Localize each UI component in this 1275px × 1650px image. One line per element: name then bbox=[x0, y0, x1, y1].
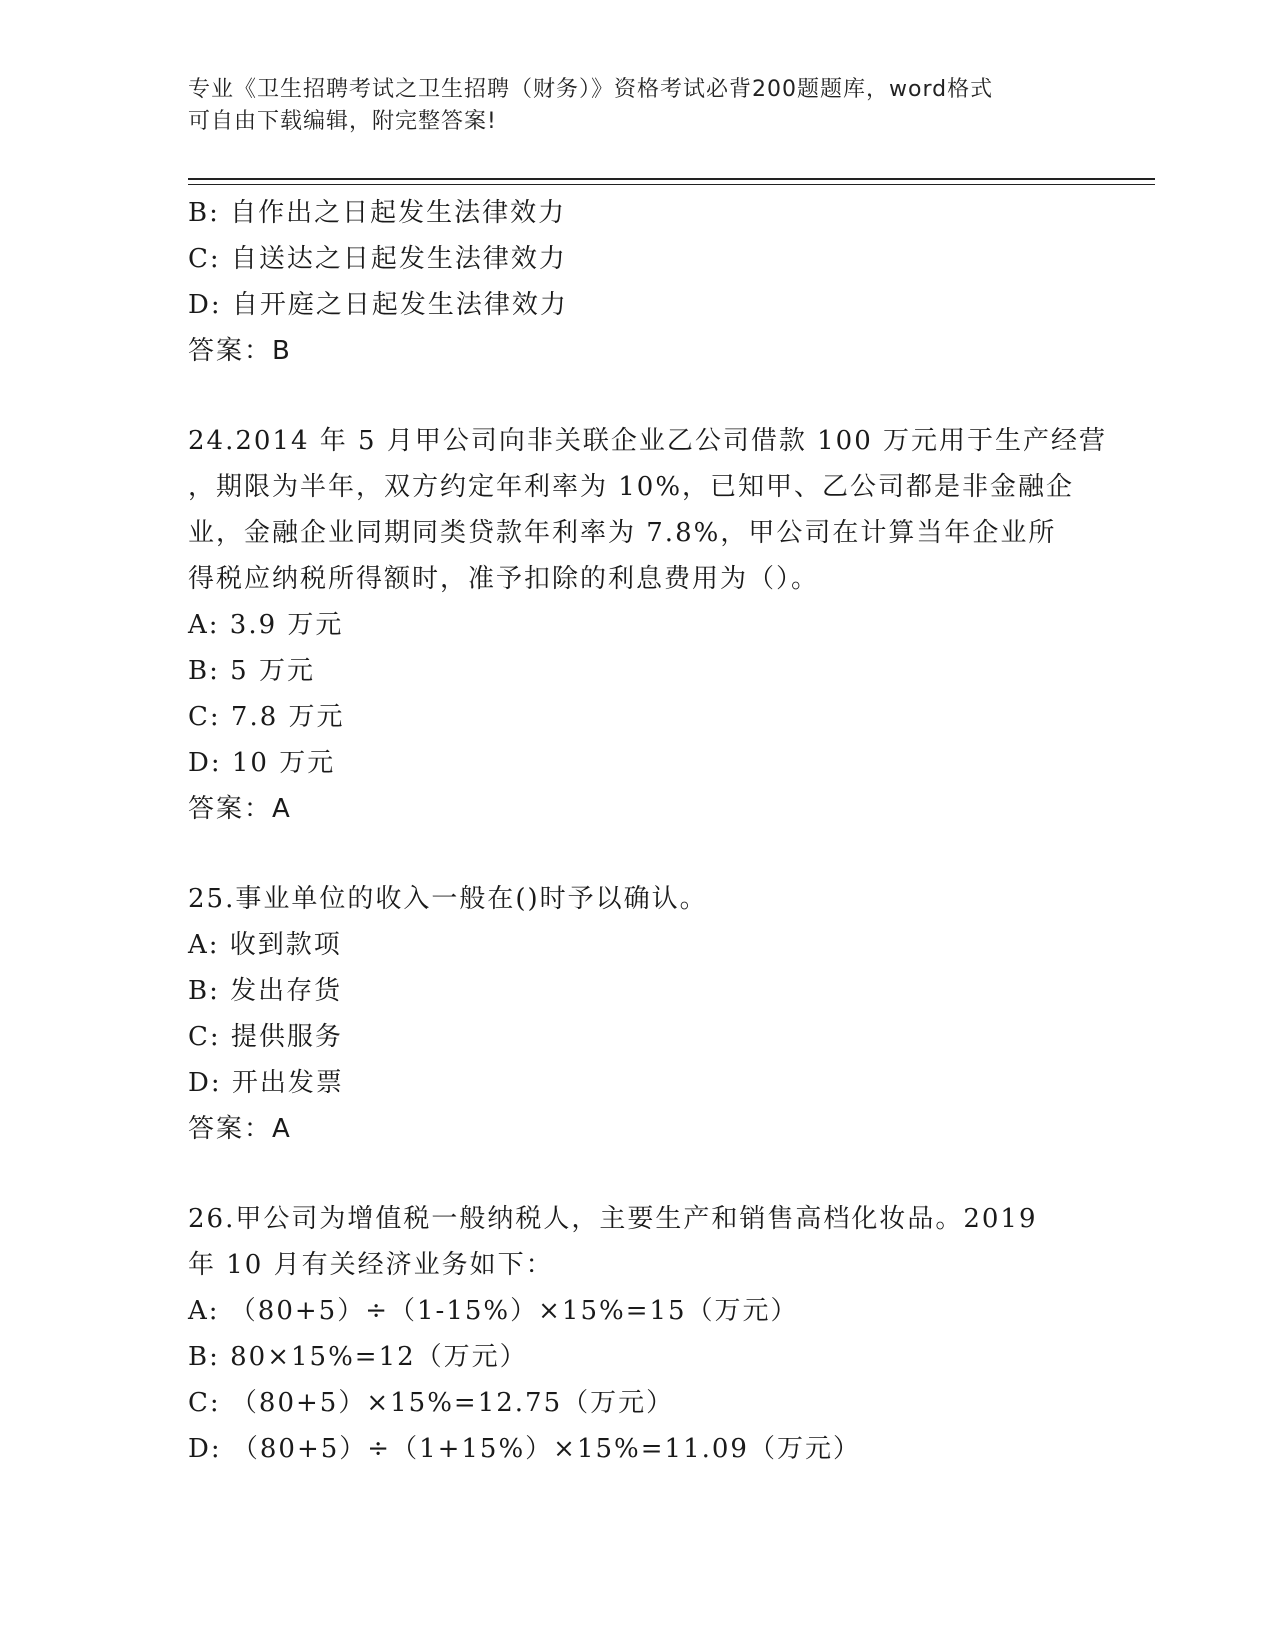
document-body bbox=[188, 190, 1108, 1472]
question-text-line: 年 10 月有关经济业务如下： bbox=[188, 1250, 554, 1280]
question-text-line: 得税应纳税所得额时，准予扣除的利息费用为（）。 bbox=[188, 564, 820, 594]
option-c: C: 7.8 万元 bbox=[188, 702, 345, 732]
question-text-line: 26.甲公司为增值税一般纳税人，主要生产和销售高档化妆品。2019 bbox=[188, 1204, 1038, 1234]
question-text-line: 25.事业单位的收入一般在()时予以确认。 bbox=[188, 884, 708, 914]
question-26 bbox=[188, 1196, 1088, 1472]
option-c: C: （80+5）×15%=12.75（万元） bbox=[188, 1388, 675, 1418]
option-d: D: 10 万元 bbox=[188, 748, 336, 778]
question-25 bbox=[188, 876, 1088, 1152]
option-d: D: 开出发票 bbox=[188, 1068, 344, 1098]
option-b: B: 自作出之日起发生法律效力 bbox=[188, 198, 567, 228]
header-line-1: 专业《卫生招聘考试之卫生招聘（财务）》资格考试必背200题题库，word格式 bbox=[188, 77, 994, 102]
answer-line: 答案：A bbox=[188, 1114, 292, 1144]
option-a: A: 3.9 万元 bbox=[188, 610, 344, 640]
option-a: A: （80+5）÷（1-15%）×15%=15（万元） bbox=[188, 1296, 799, 1326]
spacer bbox=[188, 1152, 1088, 1196]
spacer bbox=[188, 374, 1088, 418]
header-rule-thin bbox=[188, 184, 1155, 185]
question-text-line: 业，金融企业同期同类贷款年利率为 7.8%，甲公司在计算当年企业所 bbox=[188, 518, 1057, 548]
option-c: C: 提供服务 bbox=[188, 1022, 343, 1052]
header-rule-thick bbox=[188, 178, 1155, 180]
prev-question-block bbox=[188, 190, 1088, 374]
option-d: D: （80+5）÷（1+15%）×15%=11.09（万元） bbox=[188, 1434, 861, 1464]
option-c: C: 自送达之日起发生法律效力 bbox=[188, 244, 567, 274]
question-text-line: ，期限为半年，双方约定年利率为 10%，已知甲、乙公司都是非金融企 bbox=[188, 472, 1075, 502]
option-b: B: 80×15%=12（万元） bbox=[188, 1342, 528, 1372]
option-b: B: 5 万元 bbox=[188, 656, 315, 686]
option-d: D: 自开庭之日起发生法律效力 bbox=[188, 290, 568, 320]
spacer bbox=[188, 832, 1088, 876]
answer-line: 答案：A bbox=[188, 794, 292, 824]
answer-line: 答案：B bbox=[188, 336, 292, 366]
header-line-2: 可自由下载编辑，附完整答案! bbox=[188, 109, 497, 134]
question-24 bbox=[188, 418, 1108, 832]
option-a: A: 收到款项 bbox=[188, 930, 342, 960]
question-text-line: 24.2014 年 5 月甲公司向非关联企业乙公司借款 100 万元用于生产经营 bbox=[188, 426, 1108, 456]
document-header bbox=[188, 74, 1068, 138]
option-b: B: 发出存货 bbox=[188, 976, 343, 1006]
